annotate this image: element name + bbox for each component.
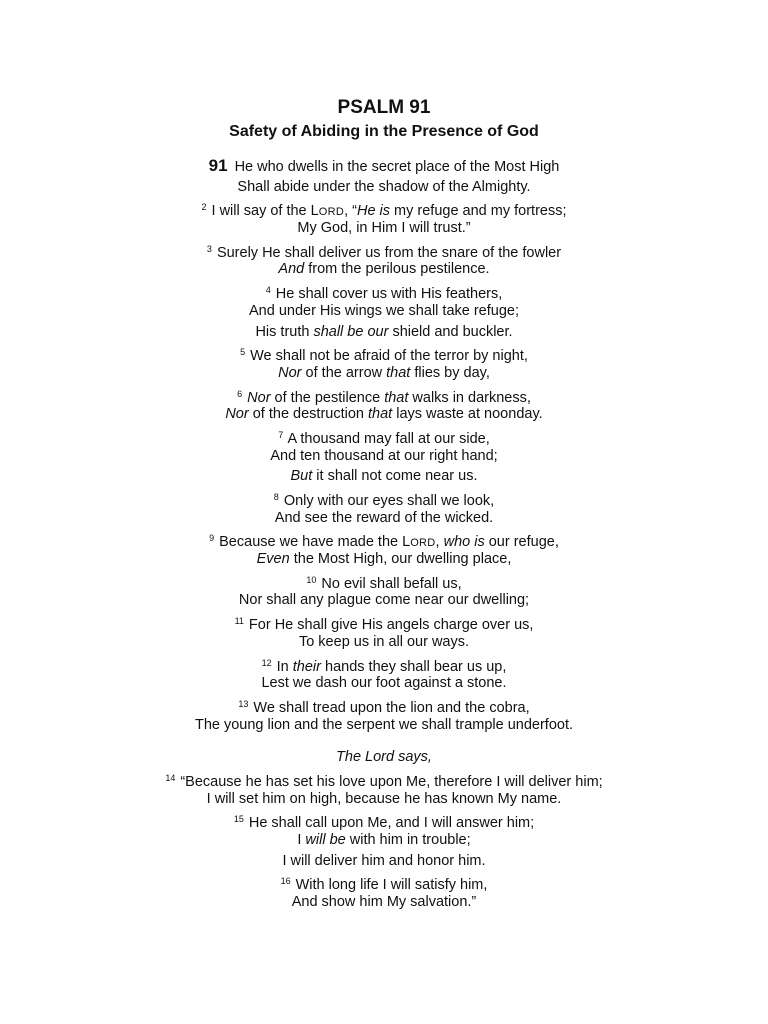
verse-text: We shall tread upon the lion and the cobra, — [249, 699, 530, 716]
verse-line — [0, 851, 768, 872]
verse-line — [0, 177, 768, 198]
verse-text: that — [368, 406, 393, 423]
verse-number: 14 — [165, 772, 176, 783]
stanza-gap — [0, 735, 768, 747]
page-title: PSALM 91 — [337, 97, 431, 118]
verse-line — [0, 425, 768, 446]
verse-number: 9 — [209, 533, 215, 544]
verse-number: 12 — [261, 657, 272, 668]
verse-text: And see the reward of the wicked. — [274, 509, 494, 526]
verse-line — [0, 694, 768, 715]
verse-number: 7 — [278, 429, 284, 440]
verse-line — [0, 715, 768, 736]
verse-text: Surely He shall deliver us from the snare of the fowler — [212, 244, 562, 261]
verse-text: shield and buckler. — [388, 323, 513, 340]
verse-text: Because we have made the L — [215, 534, 411, 551]
verse-line — [0, 404, 768, 425]
verse-text: “Because he has set his love upon Me, therefore I will deliver him; — [176, 773, 603, 790]
verse-text: The Lord says, — [336, 749, 432, 766]
verse-line — [0, 632, 768, 653]
verse-text: Shall abide under the shadow of the Almighty. — [237, 178, 531, 195]
verse-line — [0, 446, 768, 467]
verse-line — [0, 342, 768, 363]
verse-line — [0, 301, 768, 322]
verse-text: I will say of the L — [207, 203, 319, 220]
verse-line — [0, 673, 768, 694]
verse-text: it shall not come near us. — [312, 468, 478, 485]
verse-text: my refuge and my fortress; — [390, 203, 567, 220]
verse-number: 15 — [233, 814, 244, 825]
verse-text: will be — [305, 832, 346, 848]
verse-text: , — [435, 534, 444, 551]
verse-text: He shall cover us with His feathers, — [271, 286, 503, 303]
verse-line — [0, 789, 768, 810]
verse-number: 10 — [306, 574, 317, 585]
verse-text: He who dwells in the secret place of the Most High — [230, 159, 560, 175]
verse-text: of the pestilence — [270, 389, 385, 406]
verse-number: 5 — [240, 347, 246, 358]
verse-text: We shall not be afraid of the terror by night, — [246, 348, 528, 365]
verse-text: who is — [443, 534, 485, 551]
verse-line — [0, 768, 768, 789]
verse-text: flies by day, — [410, 364, 490, 381]
verse-text: lays waste at noonday. — [392, 406, 543, 423]
verse-number: 4 — [265, 285, 271, 296]
verse-text: of the arrow — [301, 364, 387, 381]
verse-text: with him in trouble; — [345, 832, 471, 848]
verse-line — [0, 892, 768, 913]
verse-text: Nor shall any plague come near our dwelling; — [238, 592, 530, 609]
page-subtitle: Safety of Abiding in the Presence of God — [229, 123, 539, 140]
verse-text: Nor — [278, 364, 302, 381]
verse-line — [0, 570, 768, 591]
verse-text: For He shall give His angels charge over us, — [244, 617, 534, 634]
verse-text: shall be our — [313, 323, 389, 340]
verse-text: from the perilous pestilence. — [304, 261, 490, 278]
verse-text: the Most High, our dwelling place, — [289, 551, 512, 568]
verse-line — [0, 508, 768, 529]
verse-text: Even — [256, 551, 290, 568]
verse-line — [0, 528, 768, 549]
verse-line — [0, 466, 768, 487]
verse-number: 13 — [238, 698, 249, 709]
verse-number: 6 — [237, 388, 243, 399]
verse-text: His truth — [255, 323, 314, 340]
verse-line — [0, 156, 768, 177]
verse-text: I — [297, 832, 306, 848]
verse-line — [0, 280, 768, 301]
verse-text: I will deliver him and honor him. — [282, 852, 486, 869]
verse-text: The young lion and the serpent we shall trample underfoot. — [194, 716, 574, 733]
verse-line — [0, 197, 768, 218]
verse-text: But — [290, 468, 313, 485]
verse-number: 2 — [201, 202, 207, 213]
verse-text: their — [292, 658, 321, 675]
verse-text: And — [278, 261, 305, 278]
verse-line — [0, 747, 768, 768]
verse-text: walks in darkness, — [408, 389, 531, 406]
verse-line — [0, 830, 768, 851]
verse-text: He is — [356, 203, 391, 220]
verse-text: Nor — [225, 406, 249, 423]
verse-text: And under His wings we shall take refuge; — [248, 302, 519, 319]
verse-block — [0, 156, 768, 913]
verse-number: 3 — [206, 243, 212, 254]
verse-line — [0, 611, 768, 632]
verse-line — [0, 322, 768, 343]
verse-line — [0, 487, 768, 508]
verse-text: No evil shall befall us, — [317, 575, 462, 592]
verse-text: that — [384, 389, 409, 406]
verse-text: Nor — [247, 389, 271, 406]
verse-text: My God, in Him I will trust.” — [297, 220, 471, 237]
verse-text: And show him My salvation.” — [291, 894, 477, 911]
verse-text: Only with our eyes shall we look, — [279, 493, 495, 509]
small-caps-text: ORD — [318, 206, 345, 219]
small-caps-text: ORD — [410, 537, 436, 550]
verse-number: 16 — [280, 876, 291, 887]
verse-text: hands they shall bear us up, — [320, 658, 507, 675]
verse-line — [0, 653, 768, 674]
verse-text: Lest we dash our foot against a stone. — [261, 675, 507, 692]
verse-text: our refuge, — [484, 534, 559, 551]
chapter-number: 91 — [208, 156, 228, 175]
verse-number: 8 — [273, 492, 279, 502]
verse-line — [0, 809, 768, 830]
verse-text: I will set him on high, because he has known My name. — [206, 790, 562, 807]
verse-number: 11 — [234, 616, 244, 627]
verse-text: With long life I will satisfy him, — [291, 877, 488, 894]
verse-line — [0, 363, 768, 384]
verse-line — [0, 239, 768, 260]
verse-text: And ten thousand at our right hand; — [270, 447, 498, 464]
verse-line — [0, 384, 768, 405]
verse-line — [0, 590, 768, 611]
verse-line — [0, 218, 768, 239]
verse-text: In — [272, 658, 293, 675]
verse-text: , “ — [344, 203, 357, 220]
verse-text: of the destruction — [248, 406, 368, 423]
verse-text: A thousand may fall at our side, — [284, 430, 490, 447]
verse-line — [0, 549, 768, 570]
verse-text: To keep us in all our ways. — [298, 633, 470, 650]
verse-text: that — [386, 364, 411, 381]
verse-line — [0, 871, 768, 892]
verse-line — [0, 259, 768, 280]
verse-text: He shall call upon Me, and I will answer him; — [244, 815, 535, 832]
